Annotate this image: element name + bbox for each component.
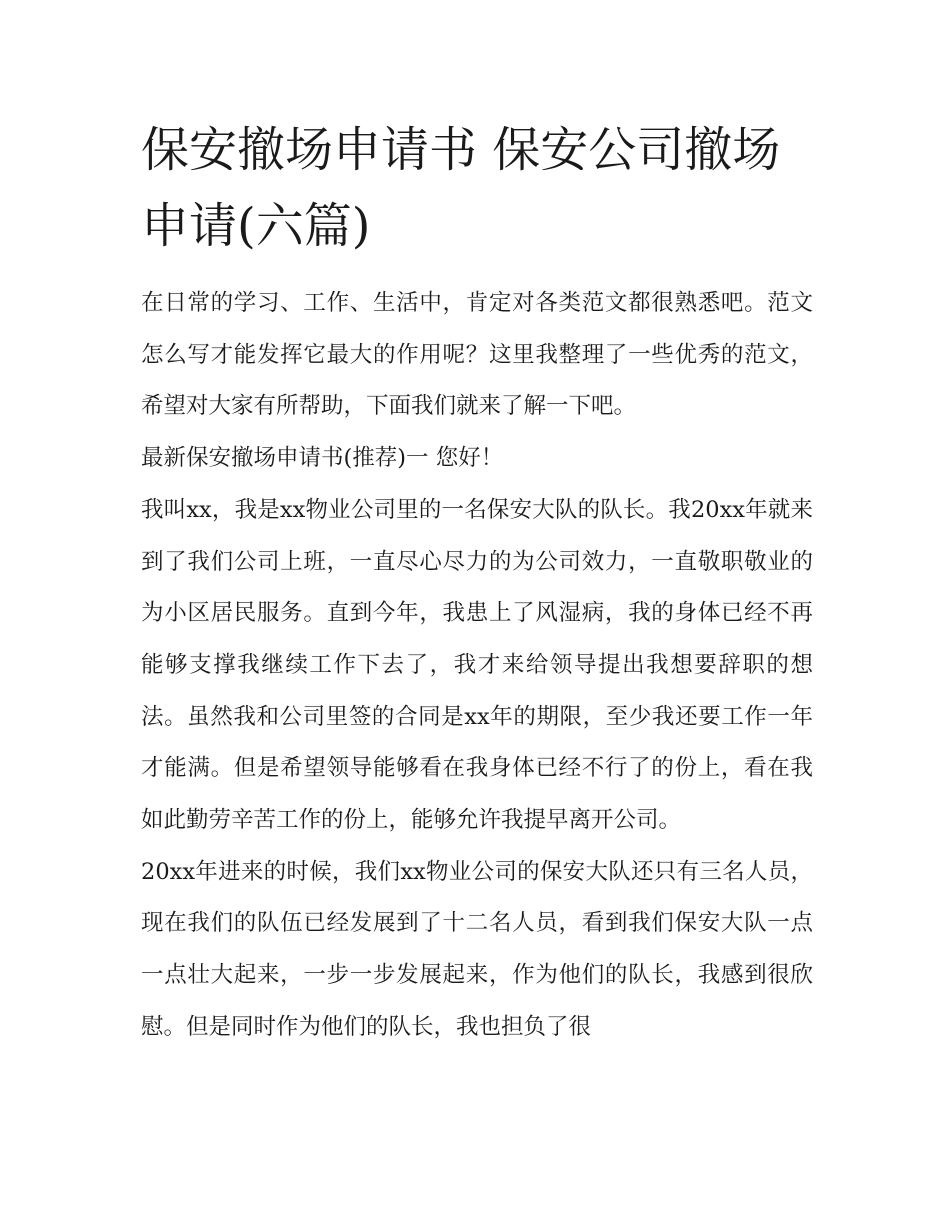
intro-paragraph: 在日常的学习、工作、生活中，肯定对各类范文都很熟悉吧。范文怎么写才能发挥它最大的作用呢？这里我整理了一些优秀的范文，希望对大家有所帮助，下面我们就来了解一下吧。 bbox=[141, 290, 813, 420]
document-page bbox=[141, 112, 813, 1054]
body-paragraph: 我叫xx，我是xx物业公司里的一名保安大队的队长。我20xx年就来到了我们公司上班，一直尽心尽力的为公司效力，一直敬职敬业的为小区居民服务。直到今年，我患上了风湿病，我的身体已经不再能够支撑我继续工作下去了，我才来给领导提出我想要辞职的想法。虽然我和公司里签的合同是xx年的期限，至少我还要工作一年才能满。但是希望领导能够看在我身体已经不行了的份上，看在我如此勤劳辛苦工作的份上，能够允许我提早离开公司。 bbox=[141, 496, 813, 834]
body-paragraph: 20xx年进来的时候，我们xx物业公司的保安大队还只有三名人员，现在我们的队伍已经发展到了十二名人员，看到我们保安大队一点一点壮大起来，一步一步发展起来，作为他们的队长，我感到很欣慰。但是同时作为他们的队长，我也担负了很 bbox=[141, 858, 813, 1040]
section-heading: 最新保安撤场申请书(推荐)一 您好！ bbox=[141, 445, 504, 472]
document-title: 保安撤场申请书 保安公司撤场申请(六篇) bbox=[141, 122, 781, 254]
